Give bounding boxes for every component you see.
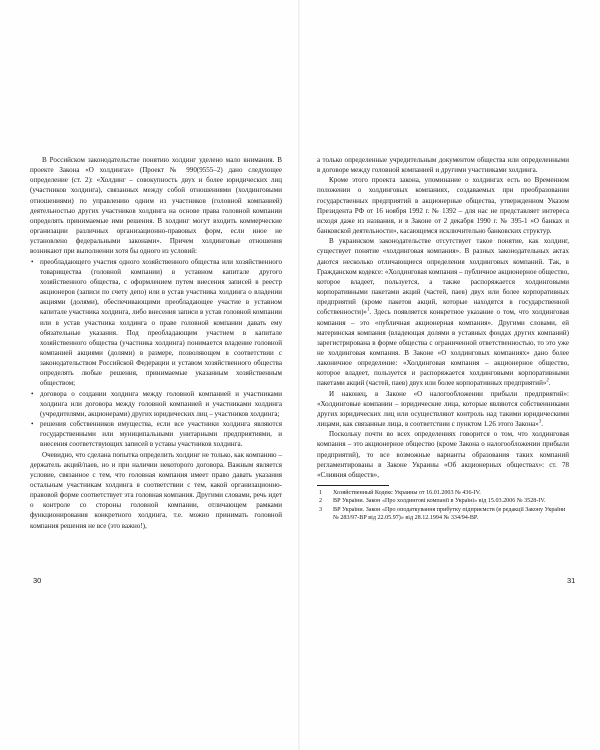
list-item: • преобладающего участия одного хозяйственного общества или хозяйственного товарищества (головной компании) в уставном капитале другого хозяйственного общества, с оформлением путем внесения записей в реестр акционеров (записи по счету депо) или в устав участника холдинга о владении акциями (долями), обеспечивающими преобладающее участие в уставном капитале участника холдинга, либо внесения записи в устав головной компании или в устав участника холдинга о праве головной компании давать ему обязательные указания. Под преобладающим участием в капитале хозяйственного общества (участника холдинга) понимается владение головной компанией акциями (долями) в размере, позволяющем в соответствии с законодательством Российской Федерации и уставом хозяйственного общества определять любые решения, принимаемые указанным хозяйственным обществом; [40, 257, 282, 389]
conditions-list [30, 257, 282, 450]
footnote-text: ВР України. Закон «Про оподаткування прибутку підприємств (в редакції Закону України № 283/97-ВР від 22.05.97)» від 28.12.1994 № 334/94-ВР. [333, 506, 566, 522]
paragraph: а только определенные учредительным документом общества или определенными в договоре между головной компанией и другими участниками холдинга. [317, 156, 569, 175]
footnote-ref: 1 [366, 308, 370, 313]
footnote-text: ВР України. Закон «Про холдингові компанії в Україні» від 15.03.2006 № 3528-IV. [333, 498, 546, 505]
footnote [317, 506, 569, 523]
footnote-number: 2 [319, 498, 323, 505]
footnote-rule [317, 485, 389, 486]
footnote [317, 489, 569, 497]
book-gutter [298, 0, 300, 750]
footnote-ref: 3 [538, 419, 542, 425]
list-item: • решения собственников имущества, если все участники холдинга являются государственными или муниципальными унитарными предприятиями, и внесения соответствующих записей в уставы участников холдинга. [40, 419, 282, 449]
footnote-ref: 2 [546, 379, 549, 385]
paragraph [317, 236, 569, 388]
text-span: . Здесь появляется конкретное указание о том, что холдинговая компания – это «публичная акционерная компания». Другими словами, ей материнская компания (владеющая долями в уставных фондах других компаний) зарегистрирована в форме общества с ограниченной ответственностью, то это уже не холдинговая компания. В Законе «О холдинговых компаниях» дано более лаконичное определение: «Холдинговая компания – акционерное общество, которое владеет, пользуется и распоряжается холдинговыми корпоративными пакетами акций (частей, паев) двух или более корпоративных предприятий» [317, 308, 569, 388]
paragraph: Кроме этого проекта закона, упоминание о холдингах есть во Временном положении о холдинговых компаниях, создаваемых при преобразовании государственных предприятий в акционерные общества, утвержденном Указом Президента РФ от 16 ноября 1992 г. № 1392 – для нас не представляет интереса исходя даже из названия, и в Законе от 2 декабря 1990 г. № 395-1 «О банках и банковской деятельности», касающемся исключительно банковских структур. [317, 176, 569, 236]
page-number-left: 30 [33, 576, 42, 585]
footnote-number: 1 [319, 490, 323, 496]
footnote-text: Хозяйственный Кодекс Украины от 16.01.2003 № 436-IV. [333, 490, 481, 496]
paragraph: В Российском законодательстве понятию холдинг уделено мало внимания. В проекте Закона «О холдингах» (Проект № 990(9555–2) дано следующее определение (ст. 2): «Холдинг – совокупность двух и более юридических лиц (участников холдинга), связанных между собой отношениями (холдинговыми отношениями) по управлению одним из участников (головной компанией) деятельностью других участников холдинга на основе права головной компании определять принимаемые ими решения. В холдинг могут входить коммерческие организации различных организационно-правовых форм, если иное не установлено федеральными законами». Причем холдинговые отношения возникают при выполнении хотя бы одного из условий: [30, 156, 282, 256]
text-span: И наконец, в Законе «О налогообложении прибыли предприятий»: «Холдинговые компании – юридические лица, которые являются собственниками других юридических лиц или осуществляют контроль над такими юридическими лицами, как связанные лица, в соответствии с пунктом 1.26 этого Закона» [317, 389, 569, 429]
paragraph: Поскольку почти во всех определениях говорится о том, что холдинговая компания – это акционерное общество (кроме Закона о налогообложении прибыли предприятий), то все возможные варианты образования таких компаний регламентированы в Законе Украины «Об акционерных обществах»: ст. 78 «Слияния обществ», [317, 430, 569, 479]
text-span: . [541, 420, 543, 429]
footnote-number: 3 [319, 506, 323, 513]
list-item: • договора о создании холдинга между головной компанией и участниками холдинга или договора между головной компанией и участниками холдинга (учредителями, акционерами) других юридических лиц – участников холдинга; [40, 389, 282, 419]
left-page [30, 155, 282, 531]
page-number-right: 31 [567, 576, 576, 585]
text-span: В украинском законодательстве отсутствует такое понятие, как холдинг, существует понятие «холдинговая компания». В разных законодательных актах даются несколько отличающиеся определения холдинговых компаний. Так, в Гражданском кодексе: «Холдинговая компания – публичное акционерное общество, которое владеет, пользуется, а также распоряжается холдинговыми корпоративными пакетами акций (частей, паев) двух или более корпоративных предприятий (кроме пакетов акций, которые находятся в государственной собственности)» [317, 237, 569, 317]
text-span: . [548, 379, 551, 388]
paragraph [317, 389, 569, 430]
right-page [317, 155, 569, 523]
paragraph: Очевидно, что сделана попытка определить холдинг не только, как компанию – держатель акций/паев, но и при наличии некоторого договора. Важным является условие, связанное с тем, что головная компания имеет право давать указания остальным участникам холдинга в соответствии с тем, какой организационно-правовой форме соответствует эта головная компания. Другими словами, речь идет о контроле со стороны головной компании, отличающем рамками функционирования конкретного холдинга, т.е. можно принимать головной компания решения не все (это важно!), [30, 450, 282, 530]
footnote [317, 497, 569, 505]
